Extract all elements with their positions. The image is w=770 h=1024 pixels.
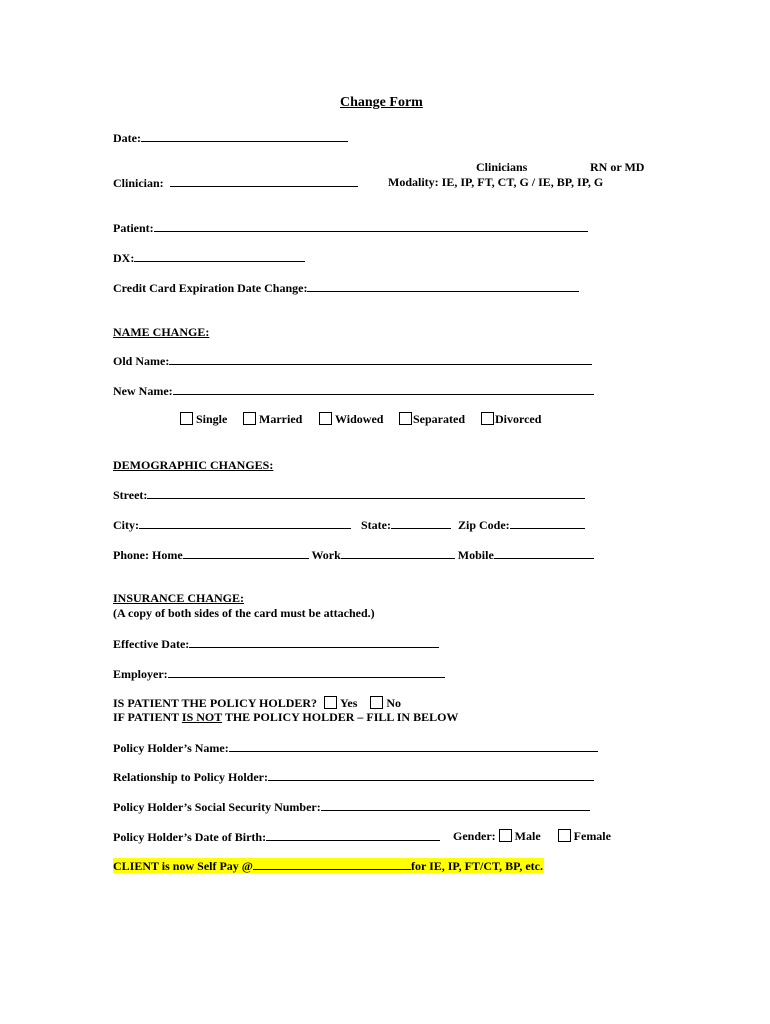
- checkbox-no[interactable]: [370, 696, 383, 709]
- clinicians-header: Clinicians: [476, 160, 528, 174]
- ssn-label: Policy Holder’s Social Security Number:: [113, 800, 321, 814]
- dob-row: [113, 829, 440, 844]
- mobile-field[interactable]: [494, 547, 594, 559]
- self-pay-suffix: for IE, IP, FT/CT, BP, etc.: [410, 859, 543, 873]
- city-row: [113, 517, 351, 532]
- credit-card-label: Credit Card Expiration Date Change:: [113, 281, 308, 295]
- old-name-field[interactable]: [169, 353, 592, 365]
- credit-card-field[interactable]: [307, 280, 579, 292]
- fill-below-instruction: [113, 710, 458, 724]
- self-pay-row: [113, 858, 544, 873]
- clinician-field[interactable]: [170, 175, 358, 187]
- ssn-field[interactable]: [321, 799, 590, 811]
- page-title: Change Form: [340, 95, 423, 110]
- phone-row: [113, 547, 594, 562]
- holder-name-row: [113, 740, 598, 755]
- work-label: Work: [311, 548, 341, 562]
- insurance-note: (A copy of both sides of the card must be attached.): [113, 606, 375, 620]
- dx-label: DX:: [113, 251, 135, 265]
- status-separated-label: Separated: [413, 412, 465, 426]
- fill-emphasis: IS NOT: [181, 710, 223, 724]
- patient-row: [113, 220, 588, 235]
- new-name-field[interactable]: [173, 383, 594, 395]
- holder-name-field[interactable]: [229, 740, 598, 752]
- checkbox-married[interactable]: [243, 412, 256, 425]
- status-single-label: Single: [196, 412, 228, 426]
- zip-label: Zip Code:: [458, 518, 510, 532]
- dx-row: [113, 250, 305, 265]
- gender-label: Gender:: [453, 829, 496, 843]
- clinician-label: Clinician:: [113, 176, 164, 190]
- insurance-heading: INSURANCE CHANGE:: [113, 591, 245, 605]
- date-row: [113, 130, 348, 145]
- city-label: City:: [113, 518, 139, 532]
- ssn-row: [113, 799, 590, 814]
- date-label: Date:: [113, 131, 141, 145]
- old-name-label: Old Name:: [113, 354, 170, 368]
- checkbox-widowed[interactable]: [319, 412, 332, 425]
- relationship-field[interactable]: [268, 769, 594, 781]
- phone-home-label: Phone: Home: [113, 548, 183, 562]
- policy-holder-question-row: [113, 696, 401, 710]
- status-single[interactable]: [180, 412, 227, 426]
- relationship-label: Relationship to Policy Holder:: [113, 770, 268, 784]
- self-pay-amount-field[interactable]: [253, 858, 411, 870]
- new-name-label: New Name:: [113, 384, 173, 398]
- effective-date-row: [113, 636, 439, 651]
- fill-prefix: IF PATIENT: [113, 710, 182, 724]
- credit-card-row: [113, 280, 579, 295]
- gender-row: [453, 829, 611, 843]
- rn-md-header: RN or MD: [590, 160, 645, 174]
- modality-text: Modality: IE, IP, FT, CT, G / IE, BP, IP, G: [388, 175, 604, 189]
- status-married[interactable]: [243, 412, 302, 426]
- state-field[interactable]: [391, 517, 451, 529]
- street-label: Street:: [113, 488, 148, 502]
- patient-field[interactable]: [154, 220, 588, 232]
- yes-label: Yes: [340, 696, 358, 710]
- work-field[interactable]: [341, 547, 455, 559]
- patient-label: Patient:: [113, 221, 154, 235]
- state-row: [361, 517, 451, 532]
- status-married-label: Married: [259, 412, 303, 426]
- checkbox-yes[interactable]: [324, 696, 337, 709]
- dx-field[interactable]: [134, 250, 305, 262]
- mobile-label: Mobile: [457, 548, 494, 562]
- dob-label: Policy Holder’s Date of Birth:: [113, 830, 267, 844]
- holder-name-label: Policy Holder’s Name:: [113, 741, 229, 755]
- checkbox-male[interactable]: [499, 829, 512, 842]
- fill-suffix: THE POLICY HOLDER – FILL IN BELOW: [222, 710, 459, 724]
- date-field[interactable]: [141, 130, 348, 142]
- checkbox-single[interactable]: [180, 412, 193, 425]
- state-label: State:: [361, 518, 391, 532]
- new-name-row: [113, 383, 594, 398]
- checkbox-divorced[interactable]: [481, 412, 494, 425]
- status-widowed-label: Widowed: [335, 412, 384, 426]
- phone-home-field[interactable]: [183, 547, 309, 559]
- status-divorced[interactable]: [481, 412, 541, 426]
- dob-field[interactable]: [266, 829, 440, 841]
- status-divorced-label: Divorced: [495, 412, 542, 426]
- male-label: Male: [514, 829, 541, 843]
- city-field[interactable]: [139, 517, 351, 529]
- no-label: No: [386, 696, 402, 710]
- street-field[interactable]: [147, 487, 585, 499]
- effective-date-label: Effective Date:: [113, 637, 190, 651]
- self-pay-prefix: CLIENT is now Self Pay @: [113, 859, 253, 873]
- employer-row: [113, 666, 445, 681]
- name-change-heading: NAME CHANGE:: [113, 325, 210, 339]
- effective-date-field[interactable]: [189, 636, 439, 648]
- demographic-heading: DEMOGRAPHIC CHANGES:: [113, 458, 274, 472]
- relationship-row: [113, 769, 594, 784]
- employer-field[interactable]: [168, 666, 445, 678]
- policy-holder-question: IS PATIENT THE POLICY HOLDER?: [113, 696, 318, 710]
- zip-field[interactable]: [510, 517, 585, 529]
- employer-label: Employer:: [113, 667, 168, 681]
- status-widowed[interactable]: [319, 412, 383, 426]
- street-row: [113, 487, 585, 502]
- status-separated[interactable]: [399, 412, 465, 426]
- checkbox-separated[interactable]: [399, 412, 412, 425]
- clinician-row: [113, 175, 358, 190]
- checkbox-female[interactable]: [558, 829, 571, 842]
- old-name-row: [113, 353, 592, 368]
- zip-row: [458, 517, 585, 532]
- female-label: Female: [573, 829, 611, 843]
